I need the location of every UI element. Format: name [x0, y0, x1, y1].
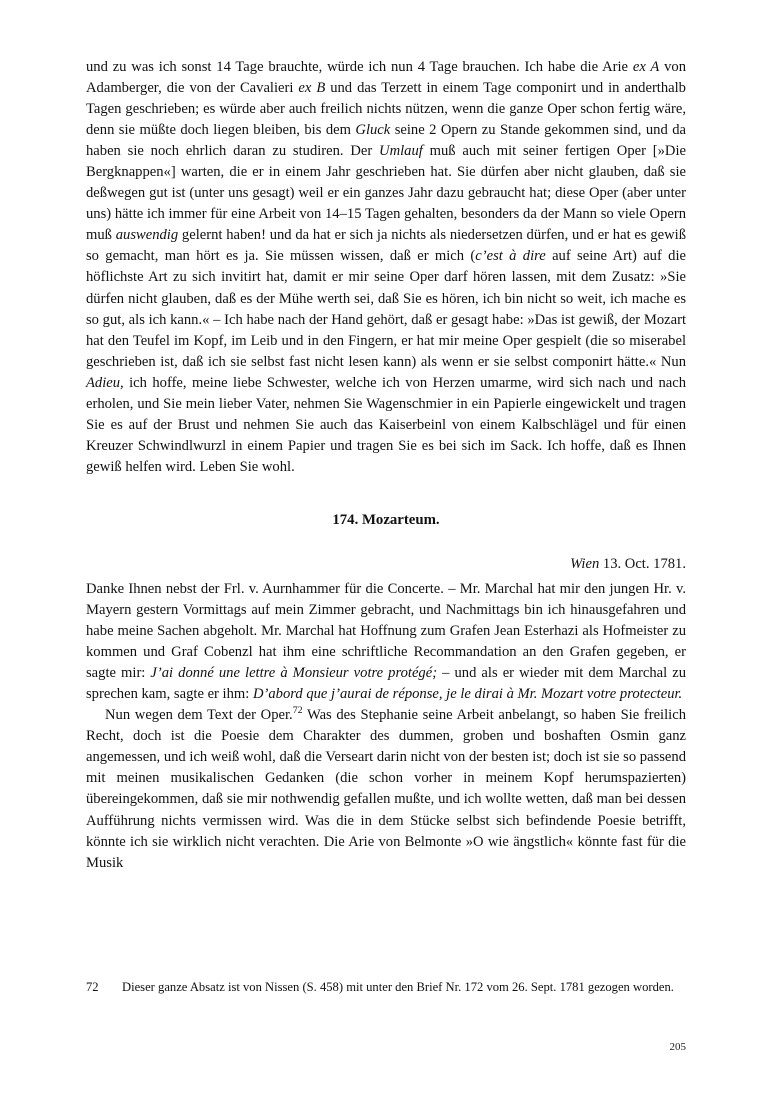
emphasis-text: auswendig [115, 227, 179, 244]
footnote-number: 72 [86, 980, 99, 994]
section-heading: 174. Mozarteum. [332, 511, 440, 528]
footnote-item [86, 978, 686, 997]
body-text: ich hoffe, meine liebe Schwester, welche ich von Herzen umarme, wird sich nach und nach erholen, und Sie mein lieber Vater, nehmen Sie Wagenschmier in ein Papierle eingewickelt und tragen Sie es auf der Brust und nehmen Sie auch das Kaiserbeinl von einem Kalbschlägel und für einen Kreuzer Schwindlwurzl in einem Papier und tragen Sie es bei sich im Sack. Ich hoffe, daß es Ihnen gewiß helfen wird. Leben Sie wohl. [86, 374, 686, 475]
body-text: muß auch mit seiner fertigen Oper [»Die Bergknappen«] warten, die er in einem Jahr geschrieben hat. Sie dürfen aber nicht glauben, daß sie deßwegen gut ist (unter uns gesagt) weil er ein ganzes Jahr dazu gebraucht hat; diese Oper (aber unter uns) hätte ich immer für eine Arbeit von 14–15 Tagen gehalten, besonders da der Mann so viele Opern muß [86, 143, 686, 244]
emphasis-text: c’est à dire [475, 248, 546, 265]
dateline-date: 13. Oct. 1781. [599, 555, 686, 572]
body-text: und das Terzett in einem Tage componirt und in anderthalb Tagen geschrieben; es würde aber auch freilich nichts nützen, wenn die ganze Oper schon fertig wäre, denn sie müßte doch liegen bleiben, bis dem [86, 80, 686, 139]
body-text: Danke Ihnen nebst der Frl. v. Aurnhammer für die Concerte. – Mr. Marchal hat mir den jungen Hr. v. Mayern gestern Vormittags auf mein Zimmer gebracht, und Nachmittags bin ich hinausgefahren und habe meine Sachen abgeholt. Mr. Marchal hat Hoffnung zum Grafen Jean Esterhazi als Hofmeister zu kommen und Graf Cobenzl hat ihm eine schriftliche Recommandation an den Grafen gegeben, er sagte mir: [86, 580, 686, 682]
footnote-reference[interactable]: 72 [292, 705, 303, 717]
body-text: Was des Stephanie seine Arbeit anbelangt, so haben Sie freilich Recht, doch ist die Poesie dem Charakter des dummen, groben und boshaften Osmin ganz angemessen, und ich weiß wohl, daß die Verseart darin nicht von der besten ist; doch ist sie so passend mit meinen musikalischen Gedanken (die schon vorher in meinem Kopf herumspazierten) übereingekommen, daß sie mir nothwendig gefallen mußte, und ich wollte wetten, daß man bei dessen Aufführung nichts vermissen wird. Was die in dem Stücke selbst sich befindende Poesie betrifft, könnte ich sie wirklich nicht verachten. Die Arie von Belmonte »O wie ängstlich« könnte fast für die Musik [86, 707, 686, 871]
emphasis-text: Umlauf [379, 143, 423, 160]
body-text: gelernt haben! und da hat er sich ja nichts als niedersetzen dürfen, und er hat es gewiß so gemacht, man hört es ja. Sie müssen wissen, daß er mich ( [86, 227, 686, 265]
footnote-area [86, 978, 686, 997]
body-text: seine 2 Opern zu Stande gekommen sind, und da haben sie noch ehrlich daran zu studiren. Der [86, 122, 686, 160]
paragraph-section-2 [86, 705, 686, 873]
footnote-text: Dieser ganze Absatz ist von Nissen (S. 458) mit unter den Brief Nr. 172 vom 26. Sept. 1781 gezogen worden. [122, 980, 674, 994]
paragraph-section-1 [86, 579, 686, 705]
body-text: und zu was ich sonst 14 Tage brauchte, würde ich nun 4 Tage brauchen. Ich habe die Arie [86, 59, 633, 75]
dateline-place: Wien [570, 555, 600, 572]
emphasis-text: Gluck [355, 122, 391, 139]
body-text: Nun wegen dem Text der Oper. [105, 707, 293, 724]
body-text: – und als er wieder mit dem Marchal zu sprechen kam, sagte er ihm: [86, 665, 687, 703]
emphasis-text: Adieu, [86, 374, 124, 391]
emphasis-text: ex A [632, 59, 660, 75]
emphasis-text: D’abord que j’aurai de réponse, je le dirai à Mr. Mozart votre protecteur. [252, 686, 683, 703]
emphasis-text: J’ai donné une lettre à Monsieur votre protégé; [150, 665, 438, 682]
heading-space-below [86, 531, 686, 554]
dateline [86, 554, 686, 575]
paragraph-letter-continuation [86, 57, 686, 478]
page-number: 205 [669, 1041, 686, 1053]
body-text: auf seine Art) auf die höflichste Art zu sich invitirt hat, damit er mir seine Oper darf hören lassen, mit dem Zusatz: »Sie dürfen nicht glauben, daß es der Mühe werth sei, daß Sie es hören, ich bin nicht so weit, ich mache es so gut, als ich kann.« – Ich habe nach der Hand gehört, daß er gesagt habe: »Das ist gewiß, der Mozart hat den Teufel im Kopf, im Leib und in den Fingern, er hat mir meine Oper gespielt (die so miserabel geschrieben ist, daß ich sie selbst fast nicht lesen kann) als wenn er sie selbst componirt hätte.« Nun [86, 248, 686, 370]
heading-space-above [86, 478, 686, 510]
body-text: von Adamberger, die von der Cavalieri [86, 59, 686, 97]
text-column [86, 57, 686, 874]
emphasis-text: ex B [298, 80, 326, 97]
